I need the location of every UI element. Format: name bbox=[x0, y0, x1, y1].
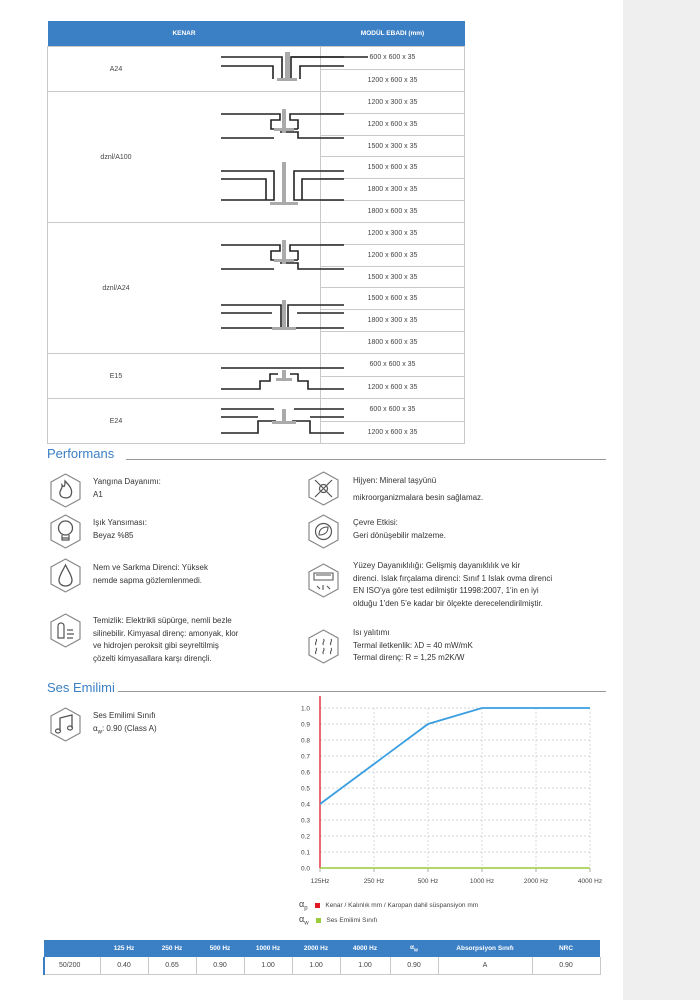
table-cell: A bbox=[438, 957, 532, 975]
y-tick-label: 0.2 bbox=[300, 833, 310, 841]
edge-profile-dznl-a24 bbox=[184, 223, 321, 354]
table-cell: 1.00 bbox=[244, 957, 292, 975]
table-header-cell: NRC bbox=[532, 940, 600, 957]
light-bulb-icon bbox=[47, 513, 84, 550]
edge-dim: 1200 x 600 x 35 bbox=[321, 376, 465, 399]
y-tick-label: 0.7 bbox=[300, 753, 310, 761]
legend-swatch-red bbox=[315, 903, 320, 908]
edge-dim: 1200 x 600 x 35 bbox=[321, 113, 465, 135]
edge-dim: 1200 x 600 x 35 bbox=[321, 421, 465, 444]
fire-icon bbox=[47, 472, 84, 509]
edge-profile-a24 bbox=[184, 47, 321, 92]
chart-x-ticks bbox=[311, 878, 603, 885]
hygiene-text: Hijyen: Mineral taşyünü mikroorganizmalara besin sağlamaz. bbox=[353, 476, 484, 502]
edge-dim: 1800 x 600 x 35 bbox=[321, 332, 465, 354]
thermal-text: Isı yalıtımı Termal iletkenlik: λD = 40 mW/mK Termal direnç: R = 1,25 m2K/W bbox=[353, 628, 473, 662]
edge-dim: 1800 x 600 x 35 bbox=[321, 201, 465, 223]
leaf-icon bbox=[305, 513, 342, 550]
table-cell: 0.40 bbox=[100, 957, 148, 975]
light-text: Işık Yansıması: Beyaz %85 bbox=[93, 518, 147, 540]
y-tick-label: 0.3 bbox=[300, 817, 310, 825]
edge-profile-e24 bbox=[184, 399, 321, 444]
table-cell: 1.00 bbox=[292, 957, 340, 975]
surface-text: Yüzey Dayanıklılığı: Gelişmiş dayanıklılık ve kir direnci. Islak fırçalama direnci: Sınıf 1 Islak ovma direnci EN ISO'ya göre test edilmiştir 11998:2007, 1'in en iyi olduğu 1'den 5'e kadar bir ölçekte derecelendirilmiştir. bbox=[353, 561, 553, 608]
table-header-cell: 4000 Hz bbox=[340, 940, 390, 957]
edge-dim: 1500 x 300 x 35 bbox=[321, 266, 465, 288]
edge-dim: 1200 x 600 x 35 bbox=[321, 69, 465, 92]
edge-profile-e15 bbox=[184, 354, 321, 399]
surface-icon bbox=[305, 562, 342, 599]
performance-title: Performans bbox=[47, 446, 115, 461]
environment-text: Çevre Etkisi: Geri dönüşebilir malzeme. bbox=[353, 518, 446, 540]
edge-name: A24 bbox=[48, 47, 185, 92]
table-header-cell: 2000 Hz bbox=[292, 940, 340, 957]
table-header-cell: $\alpha_w$ bbox=[390, 940, 438, 957]
legend-swatch-green bbox=[316, 918, 321, 923]
table-cell: 0.90 bbox=[196, 957, 244, 975]
header-dims: MODÜL EBADI (mm) bbox=[321, 21, 465, 47]
performance-table bbox=[43, 940, 601, 975]
table-header-cell: 1000 Hz bbox=[244, 940, 292, 957]
y-tick-label: 0.5 bbox=[300, 785, 310, 793]
edge-dim: 1200 x 300 x 35 bbox=[321, 92, 465, 114]
x-tick-label: 1000 Hz bbox=[469, 878, 495, 885]
cleaning-icon bbox=[47, 612, 84, 649]
table-header-cell: 500 Hz bbox=[196, 940, 244, 957]
hygiene-icon bbox=[305, 470, 342, 507]
legend-item-alpha-p: $\alpha_p$ Kenar / Kalınlık mm / Karopan dahil süspansiyon mm bbox=[299, 899, 479, 912]
y-tick-label: 0.8 bbox=[300, 737, 310, 745]
edge-name: dznl/A24 bbox=[48, 223, 185, 354]
x-tick-label: 125Hz bbox=[310, 878, 330, 885]
chart-grid bbox=[320, 708, 590, 872]
y-tick-label: 0.0 bbox=[300, 865, 310, 873]
table-row bbox=[44, 957, 600, 975]
edge-dim: 600 x 600 x 35 bbox=[321, 47, 465, 70]
x-tick-label: 250 Hz bbox=[363, 878, 385, 885]
edge-name: dznl/A100 bbox=[48, 92, 185, 223]
sound-text: Ses Emilimi Sınıfı $\alpha_w$: 0.90 (Class A) bbox=[93, 711, 157, 736]
chart-y-ticks bbox=[301, 706, 310, 873]
header-edge: KENAR bbox=[48, 21, 321, 47]
edge-dim: 1500 x 600 x 35 bbox=[321, 288, 465, 310]
edge-name: E15 bbox=[48, 354, 185, 399]
moisture-text: Nem ve Sarkma Direnci: Yüksek nemde sapma gözlemlenmedi. bbox=[93, 563, 208, 585]
table-cell: 0.90 bbox=[390, 957, 438, 975]
edge-dim: 600 x 600 x 35 bbox=[321, 354, 465, 377]
edge-dim: 1500 x 300 x 35 bbox=[321, 135, 465, 157]
table-cell: 1.00 bbox=[340, 957, 390, 975]
table-header-cell bbox=[44, 940, 100, 957]
water-drop-icon bbox=[47, 557, 84, 594]
y-tick-label: 0.1 bbox=[300, 849, 310, 857]
x-tick-label: 500 Hz bbox=[417, 878, 439, 885]
table-header-cell: 125 Hz bbox=[100, 940, 148, 957]
table-cell: 0.90 bbox=[532, 957, 600, 975]
y-tick-label: 0.4 bbox=[300, 801, 310, 809]
edge-dim: 1200 x 300 x 35 bbox=[321, 223, 465, 245]
y-tick-label: 0.6 bbox=[300, 769, 310, 777]
music-note-icon bbox=[47, 706, 84, 743]
heat-icon bbox=[305, 628, 342, 665]
x-tick-label: 4000 Hz bbox=[577, 878, 603, 885]
right-margin-band bbox=[623, 0, 700, 1000]
edge-table bbox=[47, 21, 465, 444]
y-tick-label: 1.0 bbox=[300, 705, 310, 713]
y-tick-label: 0.9 bbox=[300, 721, 310, 729]
edge-dim: 600 x 600 x 35 bbox=[321, 399, 465, 422]
edge-dim: 1200 x 600 x 35 bbox=[321, 244, 465, 266]
legend-item-alpha-w: $\alpha_w$ Ses Emilimi Sınıfı bbox=[299, 914, 378, 927]
performance-divider bbox=[126, 459, 606, 460]
edge-name: E24 bbox=[48, 399, 185, 444]
cleaning-text: Temizlik: Elektrikli süpürge, nemli bezle silinebilir. Kimyasal direnç: amonyak, klor ve hidrojen peroksit gibi seyreltilmiş çözelti kimyasallara karşı dirençli. bbox=[93, 616, 239, 663]
edge-dim: 1800 x 300 x 35 bbox=[321, 310, 465, 332]
table-cell: 0.65 bbox=[148, 957, 196, 975]
absorption-chart bbox=[280, 690, 610, 905]
fire-text: Yangına Dayanımı: A1 bbox=[93, 477, 161, 499]
table-header-cell: 250 Hz bbox=[148, 940, 196, 957]
edge-dim: 1500 x 600 x 35 bbox=[321, 157, 465, 179]
edge-dim: 1800 x 300 x 35 bbox=[321, 179, 465, 201]
x-tick-label: 2000 Hz bbox=[523, 878, 549, 885]
edge-profile-dznl-a100 bbox=[184, 92, 321, 223]
sound-title: Ses Emilimi bbox=[47, 680, 115, 695]
table-cell: 50/200 bbox=[44, 957, 100, 975]
table-header-cell: Absorpsiyon Sınıfı bbox=[438, 940, 532, 957]
